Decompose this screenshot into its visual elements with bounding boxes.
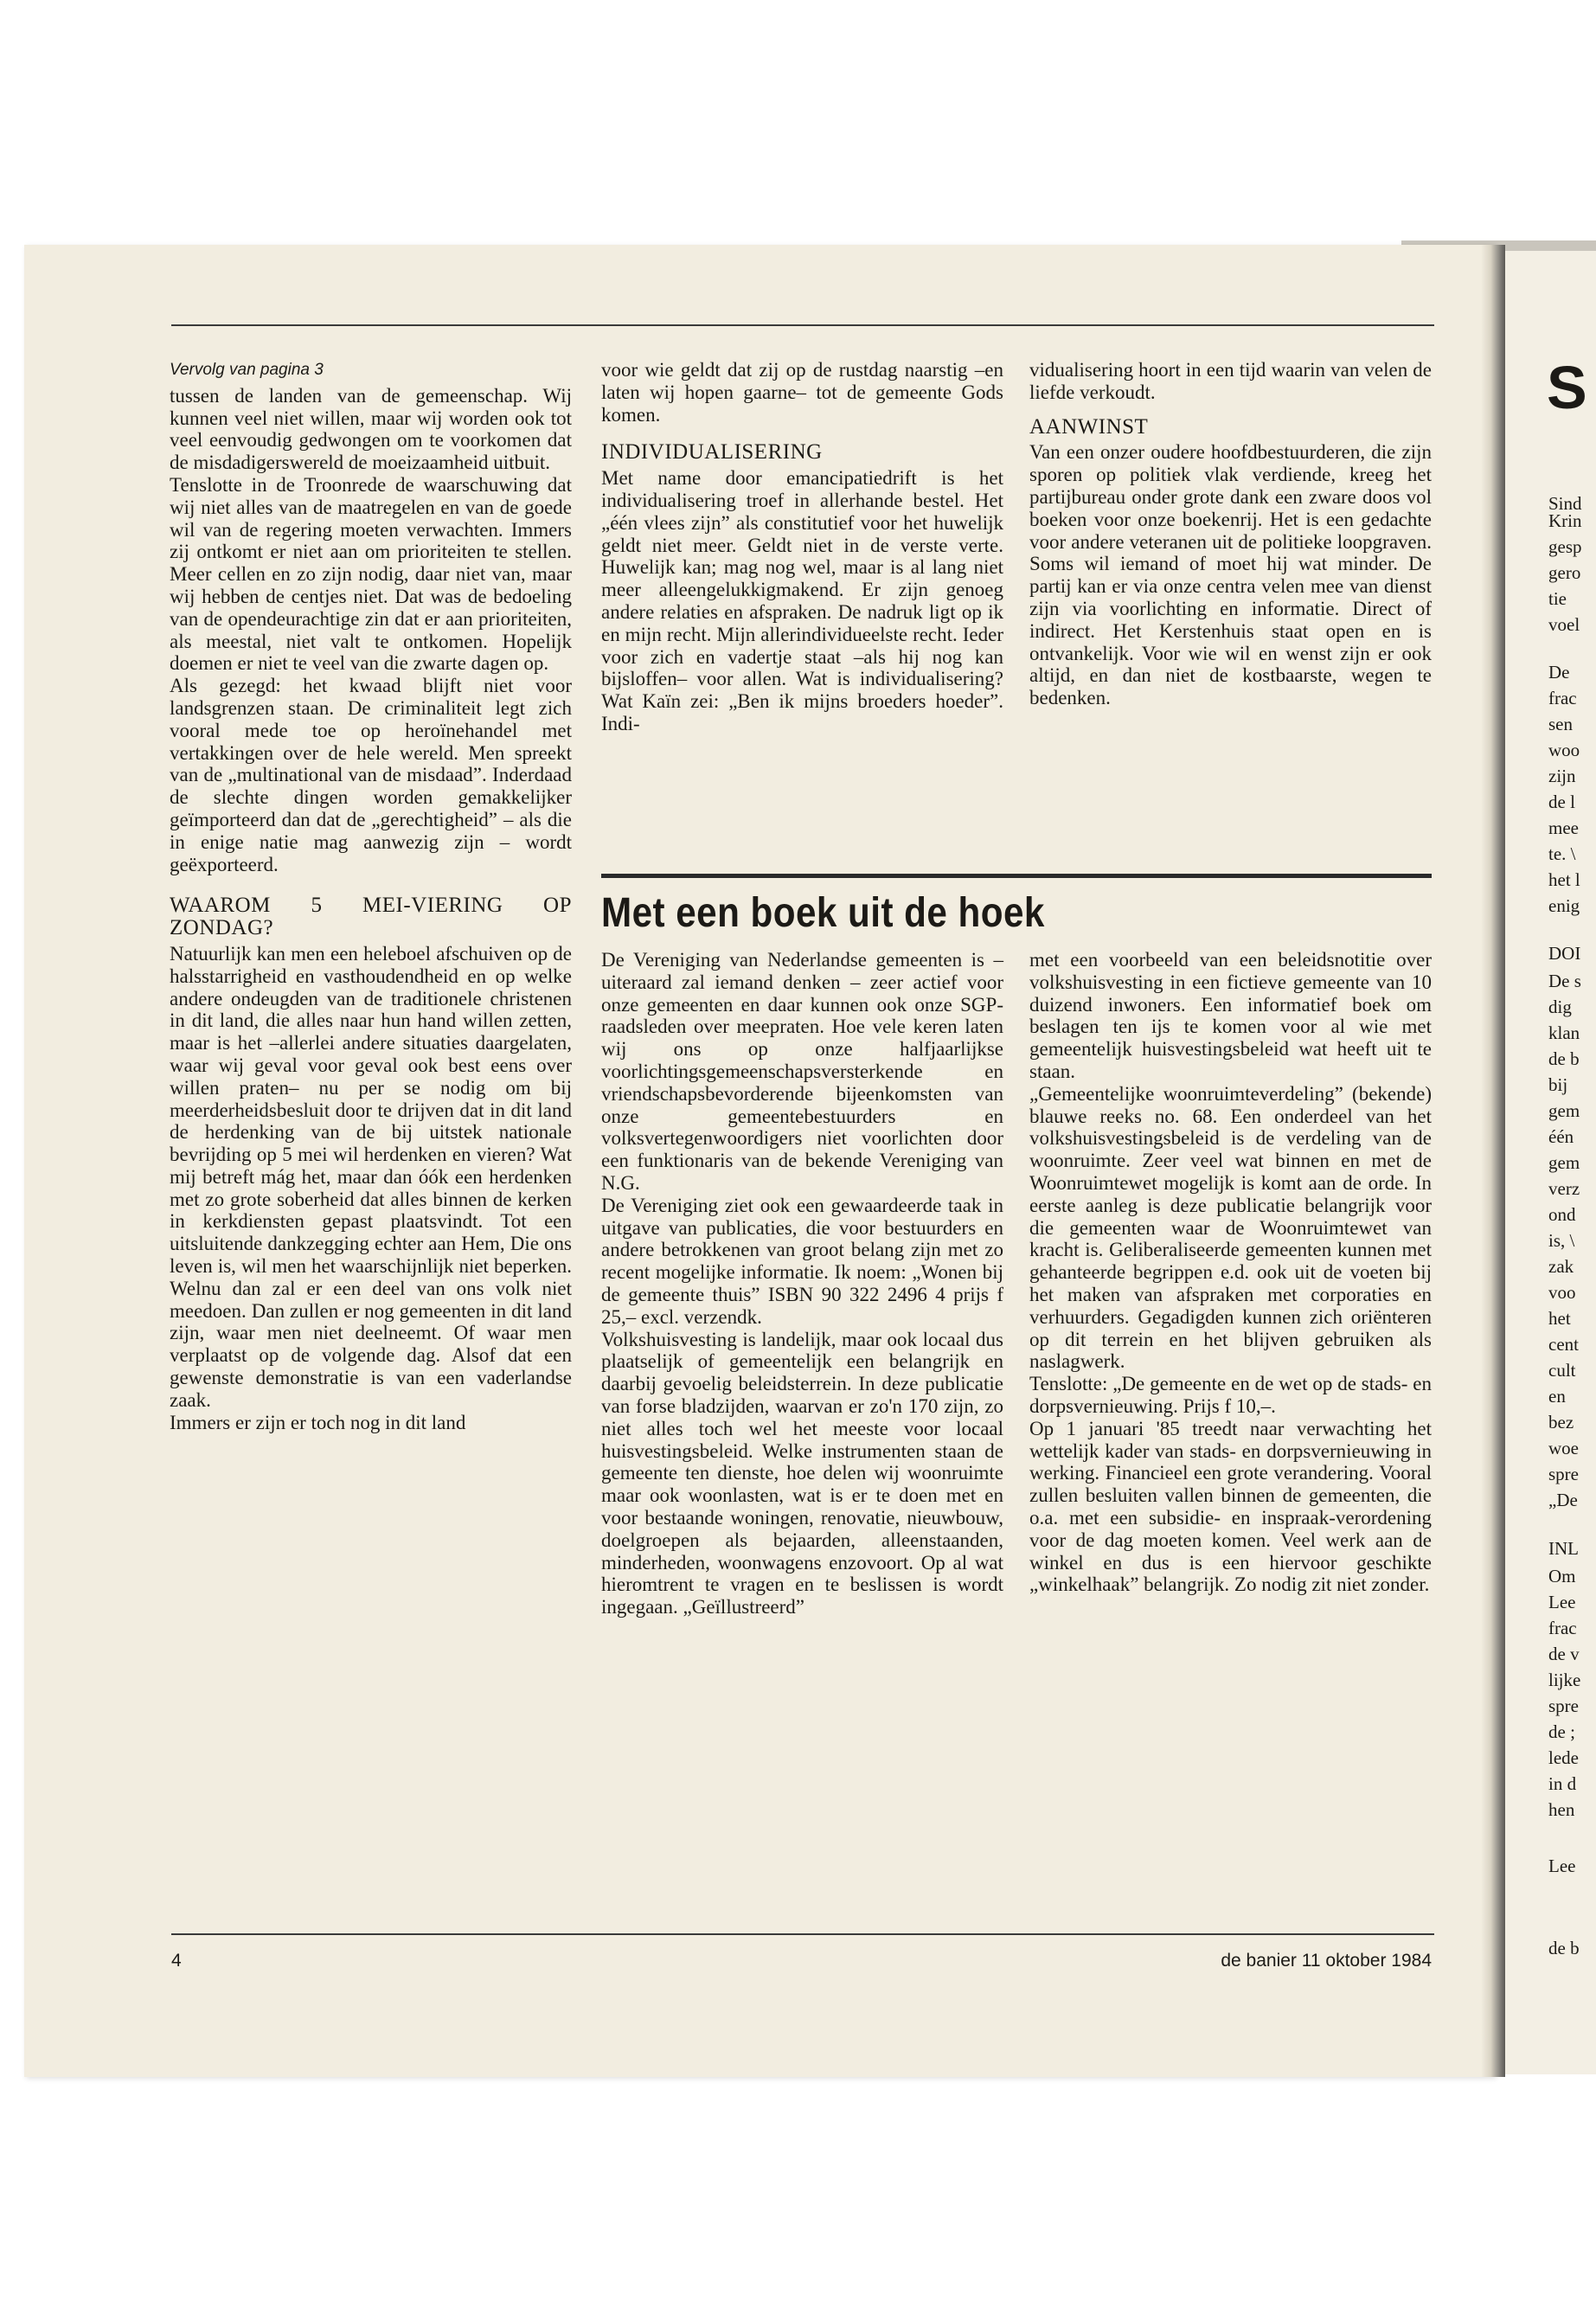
- section-heading: WAAROM 5 MEI-VIERING OP ZONDAG?: [170, 894, 572, 940]
- paragraph: De Vereniging ziet ook een gewaardeerde taak in uitgave van publicaties, die voor bestuurders en andere betrokkenen van groot belang zijn met zo recent mogelijke informatie. Ik noem: „Wonen bij de gemeente thuis” ISBN 90 322 2496 4 prijs f 25,– excl. verzendk.: [601, 1194, 1003, 1328]
- adjacent-text-fragment: de b: [1548, 1938, 1580, 1958]
- adjacent-text-fragment: één: [1548, 1126, 1574, 1147]
- adjacent-text-fragment: woe: [1548, 1438, 1579, 1458]
- column-1: [170, 359, 572, 1433]
- article-headline: Met een boek uit de hoek: [601, 890, 1045, 936]
- adjacent-text-fragment: tie: [1548, 588, 1567, 609]
- adjacent-text-fragment: de ;: [1548, 1721, 1575, 1742]
- adjacent-text-fragment: spre: [1548, 1695, 1579, 1716]
- adjacent-text-fragment: Lee: [1548, 1856, 1576, 1876]
- column-3: [1029, 359, 1432, 709]
- adjacent-text-fragment: hen: [1548, 1799, 1575, 1820]
- adjacent-text-fragment: zak: [1548, 1256, 1574, 1277]
- paragraph: Volkshuisvesting is landelijk, maar ook locaal dus plaatselijk of gemeentelijk een belangrijk en daarbij gevoelig beleidsterrein. In deze publicatie van forse bladzijden, waarvan er zo'n 170 zijn, zo niet alles toch wel het meeste voor locaal huisvestingsbeleid. Welke instrumenten staan de gemeente ten dienste, hoe delen wij woonruimte maar ook woonlasten, wat is er te doen met en voor bestaande woningen, renovatie, nieuwbouw, doelgroepen als bejaarden, alleenstaanden, minderheden, woonwagens enzovoort. Op al wat hieromtrent te vragen en te beslissen is wordt ingegaan. „Geïllustreerd”: [601, 1328, 1003, 1618]
- adjacent-text-fragment: bez: [1548, 1412, 1574, 1433]
- bottom-rule: [171, 1933, 1434, 1935]
- adjacent-text-fragment: dig: [1548, 997, 1572, 1017]
- book-spine: [1481, 245, 1505, 2077]
- article-top-rule: [601, 874, 1432, 878]
- paragraph: Tenslotte in de Troonrede de waarschuwing dat wij niet alles van de maatregelen en van de goede wil van de regering moeten verwachten. Immers zij ontkomt er niet aan om prioriteiten te stellen. Meer cellen en zo zijn nodig, daar niet van, maar wij hebben de centjes niet. Dat was de bedoeling van de opendeurachtige zin dat er aan prioriteiten, als meestal, niet valt te ontkomen. Hopelijk doemen er niet te veel van die zwarte dagen op.: [170, 473, 572, 675]
- adjacent-text-fragment: gesp: [1548, 536, 1582, 557]
- adjacent-text-fragment: klan: [1548, 1022, 1580, 1043]
- continued-from-label: Vervolg van pagina 3: [170, 361, 324, 379]
- adjacent-text-fragment: de l: [1548, 792, 1575, 812]
- adjacent-text-fragment: cent: [1548, 1334, 1579, 1355]
- section-heading: AANWINST: [1029, 414, 1149, 439]
- adjacent-text-fragment: INL: [1548, 1538, 1579, 1559]
- adjacent-text-fragment: gero: [1548, 562, 1581, 583]
- adjacent-headline-letter: S: [1547, 354, 1587, 421]
- paragraph: Natuurlijk kan men een heleboel afschuiven op de halsstarrigheid en vasthoudendheid en op welke andere ondeugden van de traditionele christenen in dit land, die alles naar hun hand willen zetten, maar is het –allerlei andere situaties daargelaten, waar wij geval voor geval ook best eens over willen praten– nu per se nodig om bij meerderheidsbesluit door te drijven dat in dit land de herdenking van de bij uitstek nationale bevrijding op 5 mei wil herdenken en vieren? Wat mij betreft mág het, maar dan óók een herdenken met zo grote soberheid dat alles binnen de kerken in kerkdiensten gepast plaatsvindt. Tot een uitsluitende dankzegging echter aan Hem, Die ons leven is, wil men het waarschijnlijk niet beperken. Welnu dan zal er een deel van ons volk niet meedoen. Dan zullen er nog gemeenten in dit land zijn, waar men niet deelneemt. Of waar men verplaatst op de volgende dag. Alsof dat een gewenste demonstratie is van een vaderlandse zaak.: [170, 942, 572, 1411]
- adjacent-text-fragment: gem: [1548, 1152, 1580, 1173]
- adjacent-text-fragment: frac: [1548, 1618, 1577, 1638]
- publication-date: de banier 11 oktober 1984: [1221, 1951, 1432, 1971]
- article-right-column: [1029, 949, 1432, 1596]
- adjacent-text-fragment: voo: [1548, 1282, 1576, 1303]
- section-heading: INDIVIDUALISERING: [601, 440, 823, 465]
- adjacent-text-fragment: enig: [1548, 895, 1580, 916]
- adjacent-text-fragment: verz: [1548, 1178, 1580, 1199]
- adjacent-text-fragment: zijn: [1548, 766, 1576, 786]
- adjacent-text-fragment: Om: [1548, 1566, 1576, 1586]
- adjacent-text-fragment: Sind: [1548, 493, 1582, 514]
- paragraph: Van een onzer oudere hoofdbestuurderen, die zijn sporen op politiek vlak verdiende, kreeg het partijbureau onder grote dank een zware doos vol boeken voor onze boekenrij. Het is een gedachte voor andere veteranen uit de politieke loopgraven. Soms wil iemand of moet hij wat minder. De partij kan er via onze centra velen mee van dienst zijn via voorlichting en informatie. Direct of indirect. Het Kerstenhuis staat open en is ontvankelijk. Voor wie wil en wenst zijn er ook altijd, en dan niet de kostbaarste, wegen te bedenken.: [1029, 441, 1432, 709]
- adjacent-text-fragment: in d: [1548, 1773, 1577, 1794]
- adjacent-text-fragment: het: [1548, 1308, 1571, 1329]
- adjacent-text-fragment: Krin: [1548, 510, 1582, 531]
- paragraph: Tenslotte: „De gemeente en de wet op de stads- en dorpsvernieuwing. Prijs f 10,–.: [1029, 1373, 1432, 1417]
- adjacent-text-fragment: De: [1548, 662, 1570, 683]
- paragraph: Met name door emancipatiedrift is het individualisering troef in allerhande bestel. Het „één vlees zijn” als constitutief voor het huwelijk geldt niet meer. Geldt niet in de verste verte. Huwelijk kan; mag nog wel, maar is al lang niet meer alleengelukkigmakend. Er zijn genoeg andere relaties en afspraken. De nadruk ligt op ik en mijn recht. Mijn allerindividueelste recht. Ieder voor zich en vadertje staat –als hij nog kan bijsloffen– voor allen. Wat is individualisering? Wat Kaïn zei: „Ben ik mijns broeders hoeder”. Indi-: [601, 467, 1003, 734]
- adjacent-text-fragment: de b: [1548, 1048, 1580, 1069]
- paragraph: „Gemeentelijke woonruimteverdeling” (bekende) blauwe reeks no. 68. Een onderdeel van het volkshuisvestingsbeleid is de verdeling van de woonruimte. Zeer veel wat binnen en met de Woonruimtewet mogelijk is komt aan de orde. In eerste aanleg is deze publicatie belangrijk voor die gemeenten waar de Woonruimtewet van kracht is. Geliberaliseerde gemeenten kunnen met gehanteerde begrippen e.d. ook uit de voeten bij het maken van afspraken met corporaties en verhuurders. Gegadigden kunnen zich oriënteren op dit terrein en het blijven gebruiken als naslagwerk.: [1029, 1082, 1432, 1373]
- adjacent-text-fragment: De s: [1548, 971, 1581, 991]
- adjacent-text-fragment: cult: [1548, 1360, 1576, 1381]
- adjacent-text-fragment: lijke: [1548, 1670, 1581, 1690]
- adjacent-text-fragment: voel: [1548, 614, 1580, 635]
- adjacent-text-fragment: spre: [1548, 1464, 1579, 1484]
- adjacent-text-fragment: mee: [1548, 817, 1579, 838]
- adjacent-text-fragment: bij: [1548, 1074, 1568, 1095]
- page-number: 4: [171, 1951, 182, 1971]
- adjacent-text-fragment: te. \: [1548, 843, 1576, 864]
- paragraph: Immers er zijn er toch nog in dit land: [170, 1411, 466, 1433]
- paragraph: met een voorbeeld van een beleidsnotitie over volkshuisvesting in een fictieve gemeente van 10 duizend inwoners. Een informatief boek om beslagen ten ijs te komen voor al wie met gemeentelijk huisvestingsbeleid wat heeft uit te staan.: [1029, 949, 1432, 1082]
- adjacent-text-fragment: de v: [1548, 1644, 1580, 1664]
- adjacent-text-fragment: en: [1548, 1386, 1566, 1407]
- adjacent-text-fragment: „De: [1548, 1490, 1578, 1510]
- top-rule: [171, 324, 1434, 326]
- adjacent-text-fragment: is, \: [1548, 1230, 1575, 1251]
- adjacent-text-fragment: Lee: [1548, 1592, 1576, 1612]
- paragraph: vidualisering hoort in een tijd waarin van velen de liefde verkoudt.: [1029, 359, 1432, 403]
- adjacent-text-fragment: frac: [1548, 688, 1577, 708]
- adjacent-text-fragment: ond: [1548, 1204, 1576, 1225]
- adjacent-text-fragment: DOI: [1548, 943, 1581, 964]
- adjacent-text-fragment: het l: [1548, 869, 1580, 890]
- adjacent-text-fragment: woo: [1548, 740, 1580, 760]
- paragraph: Als gezegd: het kwaad blijft niet voor landsgrenzen staan. De criminaliteit legt zich vooral mede toe op heroïnehandel met vertakkingen over de hele wereld. Men spreekt van de „multinational van de misdaad”. Inderdaad de slechte dingen worden gemakkelijker geïmporteerd dan dat de „gerechtigheid” – als die in enige natie mag aanwezig zijn – wordt geëxporteerd.: [170, 675, 572, 875]
- paragraph: voor wie geldt dat zij op de rustdag naarstig –en laten wij hopen gaarne– tot de gemeente Gods komen.: [601, 359, 1003, 426]
- paragraph: De Vereniging van Nederlandse gemeenten is – uiteraard zal iemand denken – zeer actief voor onze gemeenten en daar kunnen ook onze SGP-raadsleden over meepraten. Hoe vele keren laten wij ons op onze halfjaarlijkse voorlichtingsgemeenschapsversterkende en vriendschapsbevorderende bijeenkomsten van onze gemeentebestuurders en volksvertegenwoordigers niet voorlichten door een funktionaris van de bekende Vereniging van N.G.: [601, 949, 1003, 1194]
- adjacent-text-fragment: sen: [1548, 714, 1573, 734]
- adjacent-text-fragment: lede: [1548, 1747, 1579, 1768]
- article-left-column: [601, 949, 1003, 1618]
- paragraph: tussen de landen van de gemeenschap. Wij kunnen veel niet willen, maar wij worden ook tot veel eenvoudig gedwongen om te voorkomen dat de misdadigerswereld de moeizaamheid uitbuit.: [170, 384, 572, 474]
- adjacent-page: [1505, 251, 1596, 2074]
- column-2: [601, 359, 1003, 735]
- paragraph: Op 1 januari '85 treedt naar verwachting het wettelijk kader van stads- en dorpsvernieuwing in werking. Financieel een grote verandering. Vooral zullen besluiten vallen binnen de gemeenten, die o.a. met een subsidie- en inspraak-verordening voor de dag moeten komen. Veel werk aan de winkel en dus is een hiervoor geschikte „winkelhaak” belangrijk. Zo nodig zit niet zonder.: [1029, 1417, 1432, 1596]
- adjacent-text-fragment: gem: [1548, 1100, 1580, 1121]
